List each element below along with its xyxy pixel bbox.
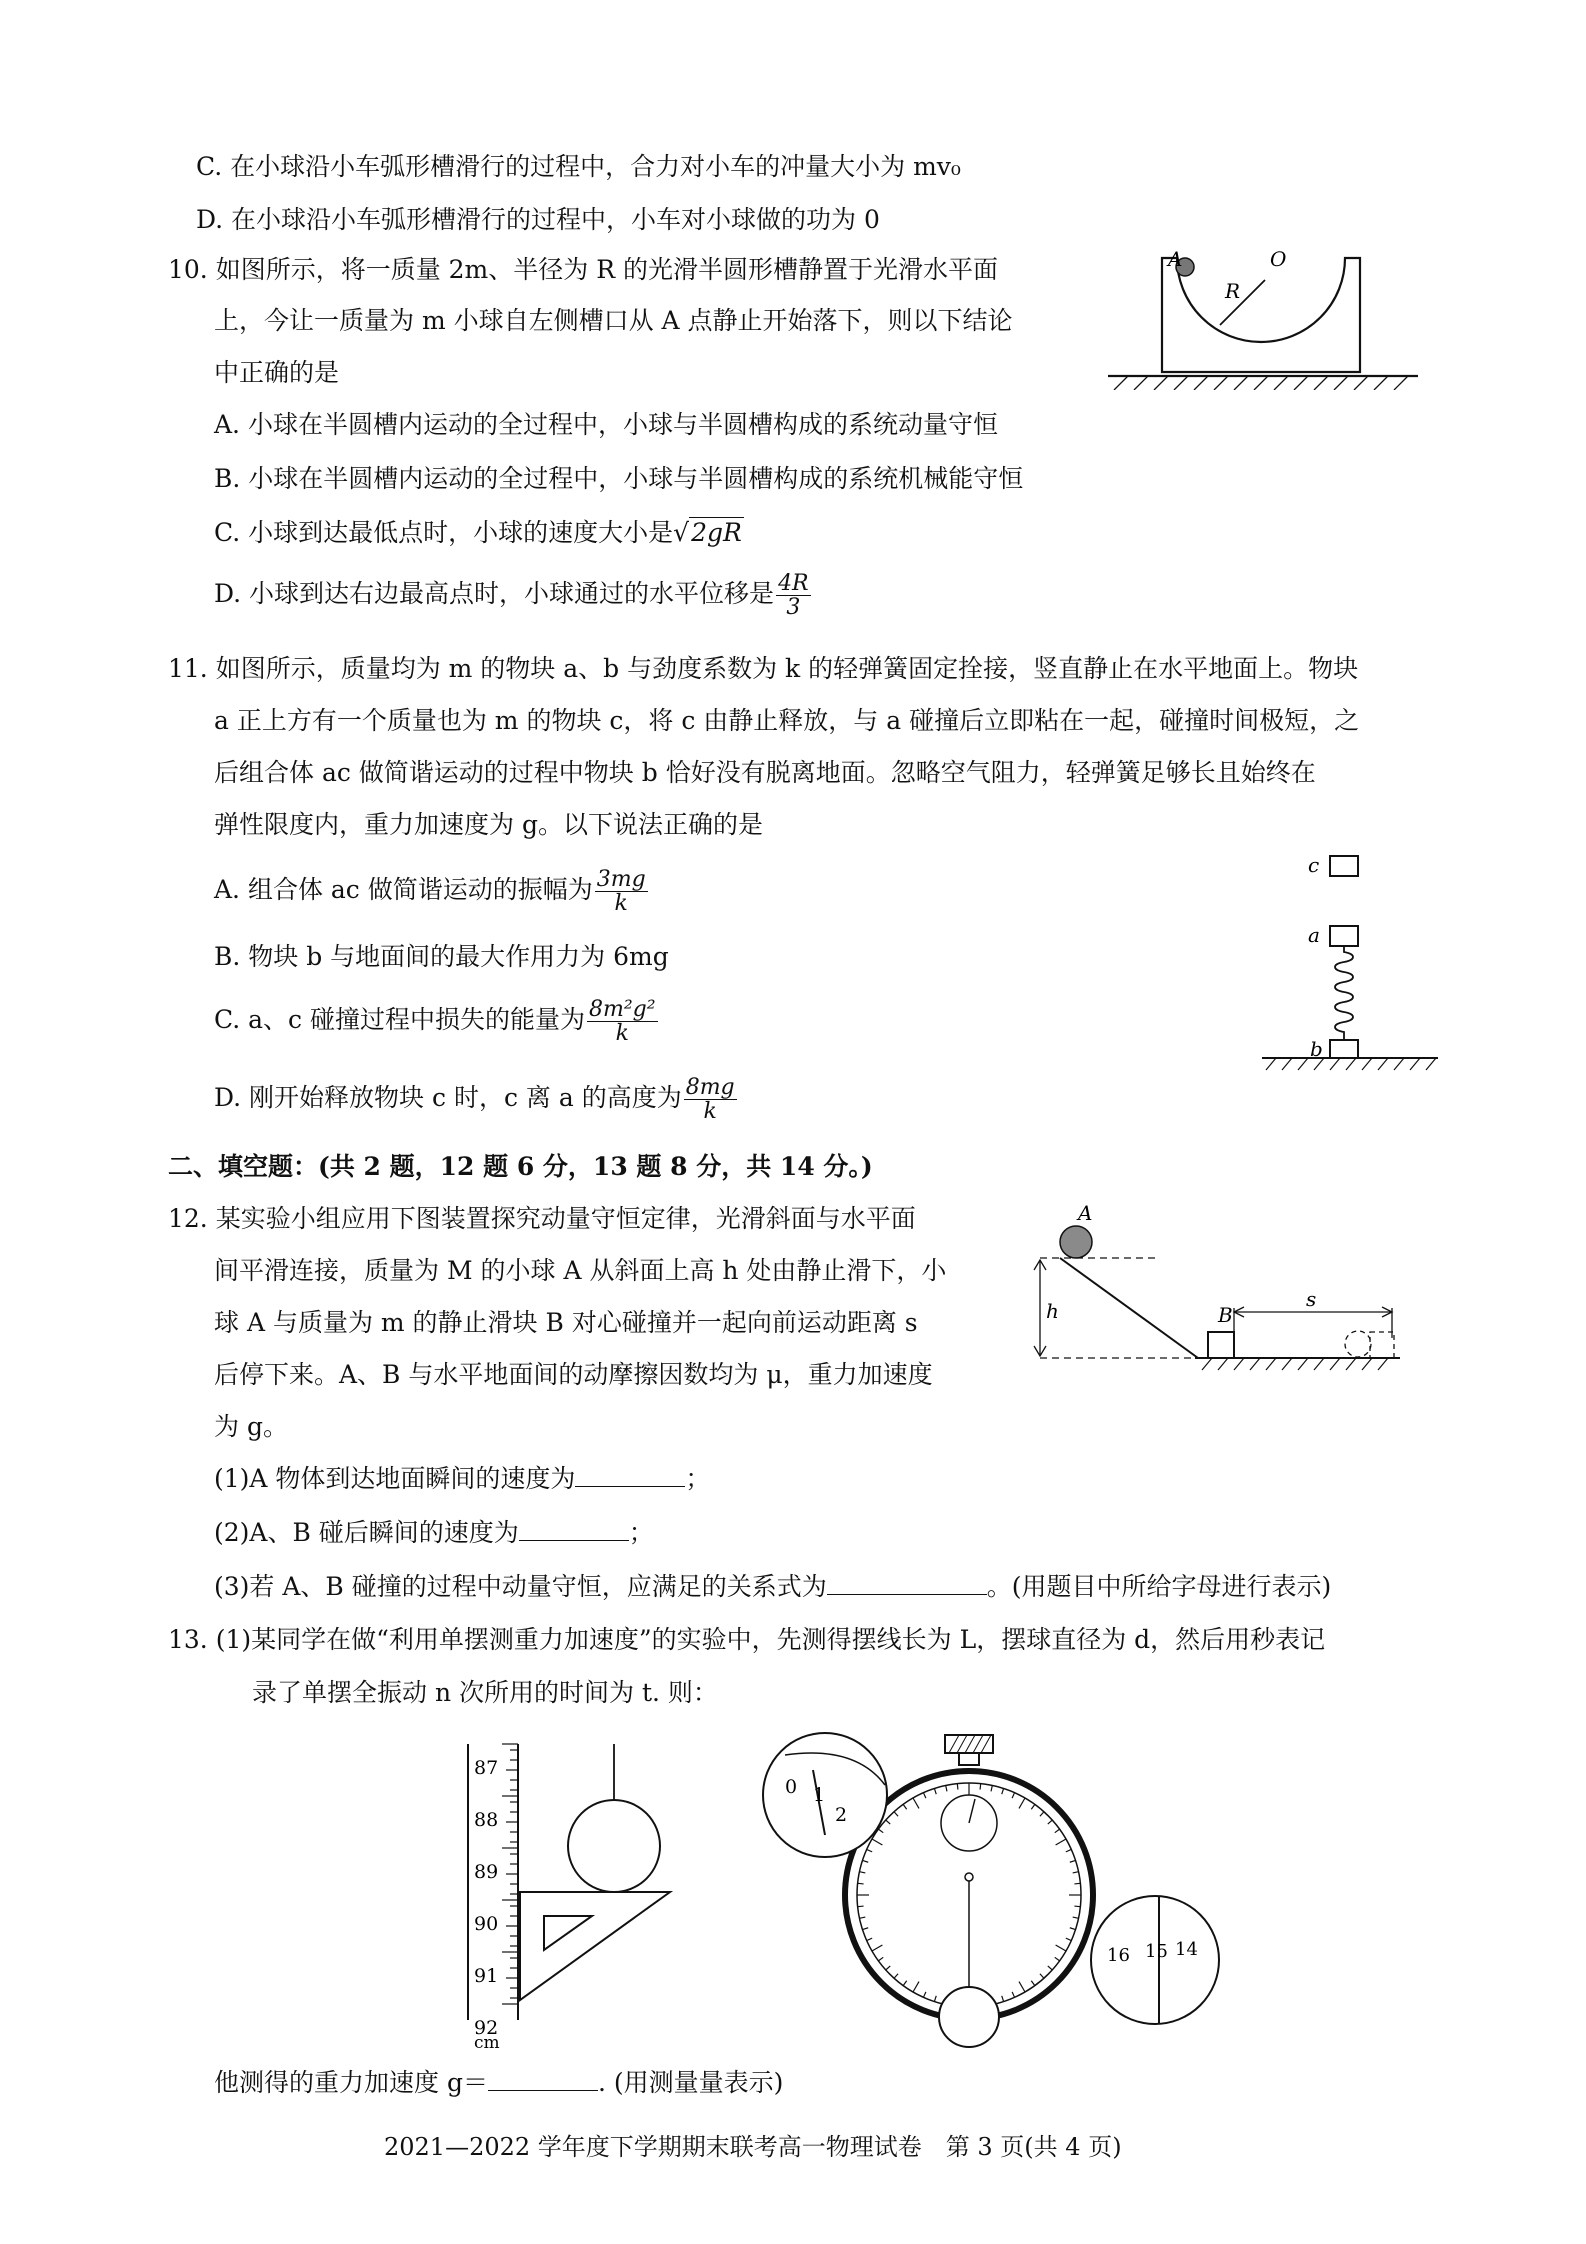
dial-tick — [859, 1872, 865, 1873]
dial-tick — [858, 1906, 864, 1907]
page-footer: 2021—2022 学年度下学期期末联考高一物理试卷 第 3 页(共 4 页) — [384, 2133, 1122, 2161]
inset-label: 1 — [813, 1784, 826, 1806]
answer-blank[interactable] — [575, 1486, 685, 1487]
dial-tick — [1040, 1812, 1044, 1816]
fraction — [595, 868, 648, 915]
answer-blank[interactable] — [488, 2090, 598, 2091]
dial-tick — [862, 1928, 868, 1930]
inset-label: 2 — [835, 1804, 848, 1826]
dial-tick — [872, 1945, 882, 1951]
dial-tick — [1066, 1849, 1071, 1851]
groove-body — [1162, 258, 1360, 372]
q13-stem-line2: 录了单摆全振动 n 次所用的时间为 t. 则： — [252, 1678, 718, 1707]
q10-stem-line3: 中正确的是 — [214, 358, 340, 387]
dial-tick — [867, 1849, 872, 1851]
ruler-label: 88 — [474, 1809, 499, 1831]
ground-hatch — [1202, 1358, 1388, 1370]
ruler-label: 90 — [474, 1913, 499, 1935]
dial-tick — [1031, 1981, 1035, 1986]
dial-tick — [923, 1793, 925, 1798]
bottom-zoom-inset — [939, 1987, 999, 2047]
ground-hatch — [1266, 1058, 1436, 1070]
inset-label: 0 — [785, 1776, 798, 1798]
answer-blank[interactable] — [519, 1540, 629, 1541]
dial-tick — [1048, 1966, 1052, 1970]
numerator: 3mg — [596, 867, 646, 892]
q10-option-d-text: D. 小球到达右边最高点时，小球通过的水平位移是 — [214, 579, 775, 609]
q12-stem-line5: 为 g。 — [214, 1412, 288, 1441]
q10-option-d — [214, 572, 813, 619]
minute-hand — [969, 1799, 975, 1823]
dial-tick — [894, 1812, 898, 1816]
label-c: c — [1308, 853, 1320, 877]
inset-label: 14 — [1175, 1939, 1198, 1960]
dial-tick — [913, 1982, 919, 1992]
ball-a — [1060, 1226, 1092, 1258]
q11-option-b: B. 物块 b 与地面间的最大作用力为 6mg — [214, 942, 669, 971]
dial-tick — [991, 1785, 992, 1791]
q10-option-c-text: C. 小球到达最低点时，小球的速度大小是 — [214, 518, 674, 547]
ruler-label: 91 — [474, 1965, 499, 1987]
q12-part2-punct: ； — [628, 1518, 654, 1547]
ruler-unit: cm — [474, 2033, 500, 2050]
q11-stem-line1: 11. 如图所示，质量均为 m 的物块 a、b 与劲度系数为 k 的轻弹簧固定拴接，竖直静止在水平地面上。物块 — [168, 654, 1359, 683]
dial-tick — [1056, 1839, 1066, 1845]
q13-stem-line1: 13. (1)某同学在做“利用单摆测重力加速度”的实验中，先测得摆线长为 L，摆球直径为 d，然后用秒表记 — [168, 1625, 1326, 1654]
numerator: 4R — [778, 571, 809, 596]
second-pivot — [965, 1873, 973, 1881]
q11-option-d-text: D. 刚开始释放物块 c 时，c 离 a 的高度为 — [214, 1083, 682, 1113]
denominator: k — [615, 1021, 629, 1047]
dial-tick — [872, 1839, 882, 1845]
label-o: O — [1270, 247, 1287, 271]
ruler-minor-ticks — [502, 1744, 518, 2004]
block-c — [1330, 856, 1358, 876]
q11-stem-line3: 后组合体 ac 做简谐运动的过程中物块 b 恰好没有脱离地面。忽略空气阻力，轻弹簧足够长且始终在 — [214, 758, 1316, 787]
block-b — [1208, 1332, 1234, 1358]
q13-answer-line — [214, 2066, 783, 2100]
q10-stem-line1: 10. 如图所示，将一质量 2m、半径为 R 的光滑半圆形槽静置于光滑水平面 — [168, 255, 998, 284]
q12-stem-line1: 12. 某实验小组应用下图装置探究动量守恒定律，光滑斜面与水平面 — [168, 1204, 916, 1233]
dial-tick — [1048, 1820, 1052, 1824]
denominator: k — [703, 1099, 717, 1125]
q10-option-a: A. 小球在半圆槽内运动的全过程中，小球与半圆槽构成的系统动量守恒 — [214, 410, 998, 439]
label-s: s — [1306, 1287, 1317, 1311]
q11-spring-figure — [1260, 850, 1440, 1075]
dial-tick — [1066, 1938, 1071, 1940]
q11-option-a-text: A. 组合体 ac 做简谐运动的振幅为 — [214, 875, 593, 905]
q11-stem-line4: 弹性限度内，重力加速度为 g。以下说法正确的是 — [214, 810, 763, 839]
dial-tick — [1074, 1906, 1080, 1907]
dial-tick — [1070, 1860, 1076, 1862]
q12-incline-figure — [1020, 1198, 1420, 1378]
inset-label: 15 — [1145, 1941, 1168, 1962]
incline — [1060, 1258, 1198, 1358]
q10-option-b: B. 小球在半圆槽内运动的全过程中，小球与半圆槽构成的系统机械能守恒 — [214, 464, 1024, 493]
dial-tick — [946, 1785, 947, 1791]
q12-stem-line3: 球 A 与质量为 m 的静止滑块 B 对心碰撞并一起向前运动距离 s — [214, 1308, 918, 1337]
q10-option-c — [214, 516, 744, 550]
dial-tick — [878, 1829, 883, 1833]
q12-part1 — [214, 1462, 710, 1496]
dial-tick — [1019, 1982, 1025, 1992]
dial-tick — [886, 1820, 890, 1824]
sqrt-expression: √2gR — [673, 518, 742, 547]
dial-tick — [1012, 1793, 1014, 1798]
q12-part2-text: (2)A、B 碰后瞬间的速度为 — [214, 1518, 519, 1547]
dial-tick — [1012, 1992, 1014, 1997]
dial-tick — [1055, 1957, 1060, 1961]
inset-label: 16 — [1107, 1945, 1130, 1966]
dial-tick — [858, 1883, 864, 1884]
q12-part3-punct: 。(用题目中所给字母进行表示) — [986, 1572, 1332, 1601]
numerator: 8mg — [685, 1075, 735, 1100]
dial-tick — [1073, 1872, 1079, 1873]
dial-tick — [903, 1981, 907, 1986]
fraction — [684, 1076, 737, 1123]
answer-blank[interactable] — [827, 1594, 987, 1595]
block-a — [1330, 926, 1358, 946]
dial-tick — [1019, 1798, 1025, 1808]
watch-stem — [959, 1753, 979, 1765]
q13-stopwatch-figure — [755, 1725, 1225, 2050]
q12-stem-line4: 后停下来。A、B 与水平地面间的动摩擦因数均为 μ，重力加速度 — [214, 1360, 933, 1389]
denominator: k — [614, 891, 628, 917]
label-b: b — [1310, 1037, 1323, 1061]
dial-tick — [867, 1938, 872, 1940]
dial-tick — [862, 1860, 868, 1862]
q11-option-a — [214, 868, 650, 915]
fraction — [776, 572, 811, 619]
dial-tick — [934, 1788, 936, 1794]
label-r: R — [1225, 279, 1241, 303]
denominator: 3 — [786, 595, 801, 621]
ruler-label: 92 — [474, 2017, 499, 2039]
dial-tick — [913, 1798, 919, 1808]
dial-tick — [1055, 1829, 1060, 1833]
section-2-heading: 二、填空题：(共 2 题，12 题 6 分，13 题 8 分，共 14 分。) — [168, 1152, 873, 1181]
dial-tick — [886, 1966, 890, 1970]
q10-stem-line2: 上，今让一质量为 m 小球自左侧槽口从 A 点静止开始落下，则以下结论 — [214, 306, 1013, 335]
label-a: a — [1308, 923, 1320, 947]
q13-ruler-figure — [460, 1740, 690, 2050]
pendulum-bob — [568, 1800, 660, 1892]
label-h: h — [1046, 1299, 1059, 1323]
dial-tick — [859, 1917, 865, 1918]
label-a: A — [1168, 247, 1183, 271]
label-a: A — [1078, 1201, 1093, 1225]
q13-answer-text: 他测得的重力加速度 g＝ — [214, 2068, 488, 2097]
q12-part3-text: (3)若 A、B 碰撞的过程中动量守恒，应满足的关系式为 — [214, 1572, 827, 1601]
dial-tick — [894, 1974, 898, 1978]
q12-part3 — [214, 1570, 1331, 1604]
ghost-block — [1370, 1332, 1394, 1358]
q11-stem-line2: a 正上方有一个质量也为 m 的物块 c，将 c 由静止释放，与 a 碰撞后立即粘在一起，碰撞时间极短，之 — [214, 706, 1360, 735]
dial-tick — [1073, 1917, 1079, 1918]
dial-tick — [1002, 1788, 1004, 1794]
dial-tick — [934, 1996, 936, 2002]
set-square-hole — [544, 1916, 592, 1950]
q11-option-c — [214, 998, 660, 1045]
dial-tick — [923, 1992, 925, 1997]
label-b: B — [1218, 1303, 1233, 1327]
dial-tick — [980, 1784, 981, 1790]
dial-tick — [1070, 1928, 1076, 1930]
q9-option-d: D. 在小球沿小车弧形槽滑行的过程中，小车对小球做的功为 0 — [196, 205, 880, 234]
q11-option-c-text: C. a、c 碰撞过程中损失的能量为 — [214, 1005, 585, 1035]
dial-tick — [878, 1957, 883, 1961]
dial-tick — [957, 1784, 958, 1790]
sqrt-radicand: 2gR — [691, 518, 742, 547]
ghost-ball — [1345, 1331, 1371, 1357]
q12-part1-punct: ； — [685, 1464, 711, 1493]
numerator: 8m²g² — [589, 997, 656, 1022]
q12-part1-text: (1)A 物体到达地面瞬间的速度为 — [214, 1464, 576, 1493]
ruler-label: 87 — [474, 1757, 499, 1779]
dial-tick — [1074, 1883, 1080, 1884]
q10-groove-figure — [1100, 240, 1440, 390]
dial-tick — [1031, 1804, 1035, 1809]
dial-tick — [1002, 1996, 1004, 2002]
block-b — [1330, 1040, 1358, 1058]
fraction — [587, 998, 658, 1045]
dial-tick — [903, 1804, 907, 1809]
spring — [1335, 946, 1353, 1040]
q12-stem-line2: 间平滑连接，质量为 M 的小球 A 从斜面上高 h 处由静止滑下，小 — [214, 1256, 947, 1285]
set-square — [520, 1892, 670, 2000]
dial-tick — [1056, 1945, 1066, 1951]
q12-part2 — [214, 1516, 654, 1550]
ground-hatch — [1114, 376, 1408, 390]
q13-answer-note: . (用测量量表示) — [597, 2068, 784, 2097]
dial-tick — [1040, 1974, 1044, 1978]
ruler-label: 89 — [474, 1861, 499, 1883]
q11-option-d — [214, 1076, 739, 1123]
q9-option-c: C. 在小球沿小车弧形槽滑行的过程中，合力对小车的冲量大小为 mv₀ — [196, 152, 961, 181]
